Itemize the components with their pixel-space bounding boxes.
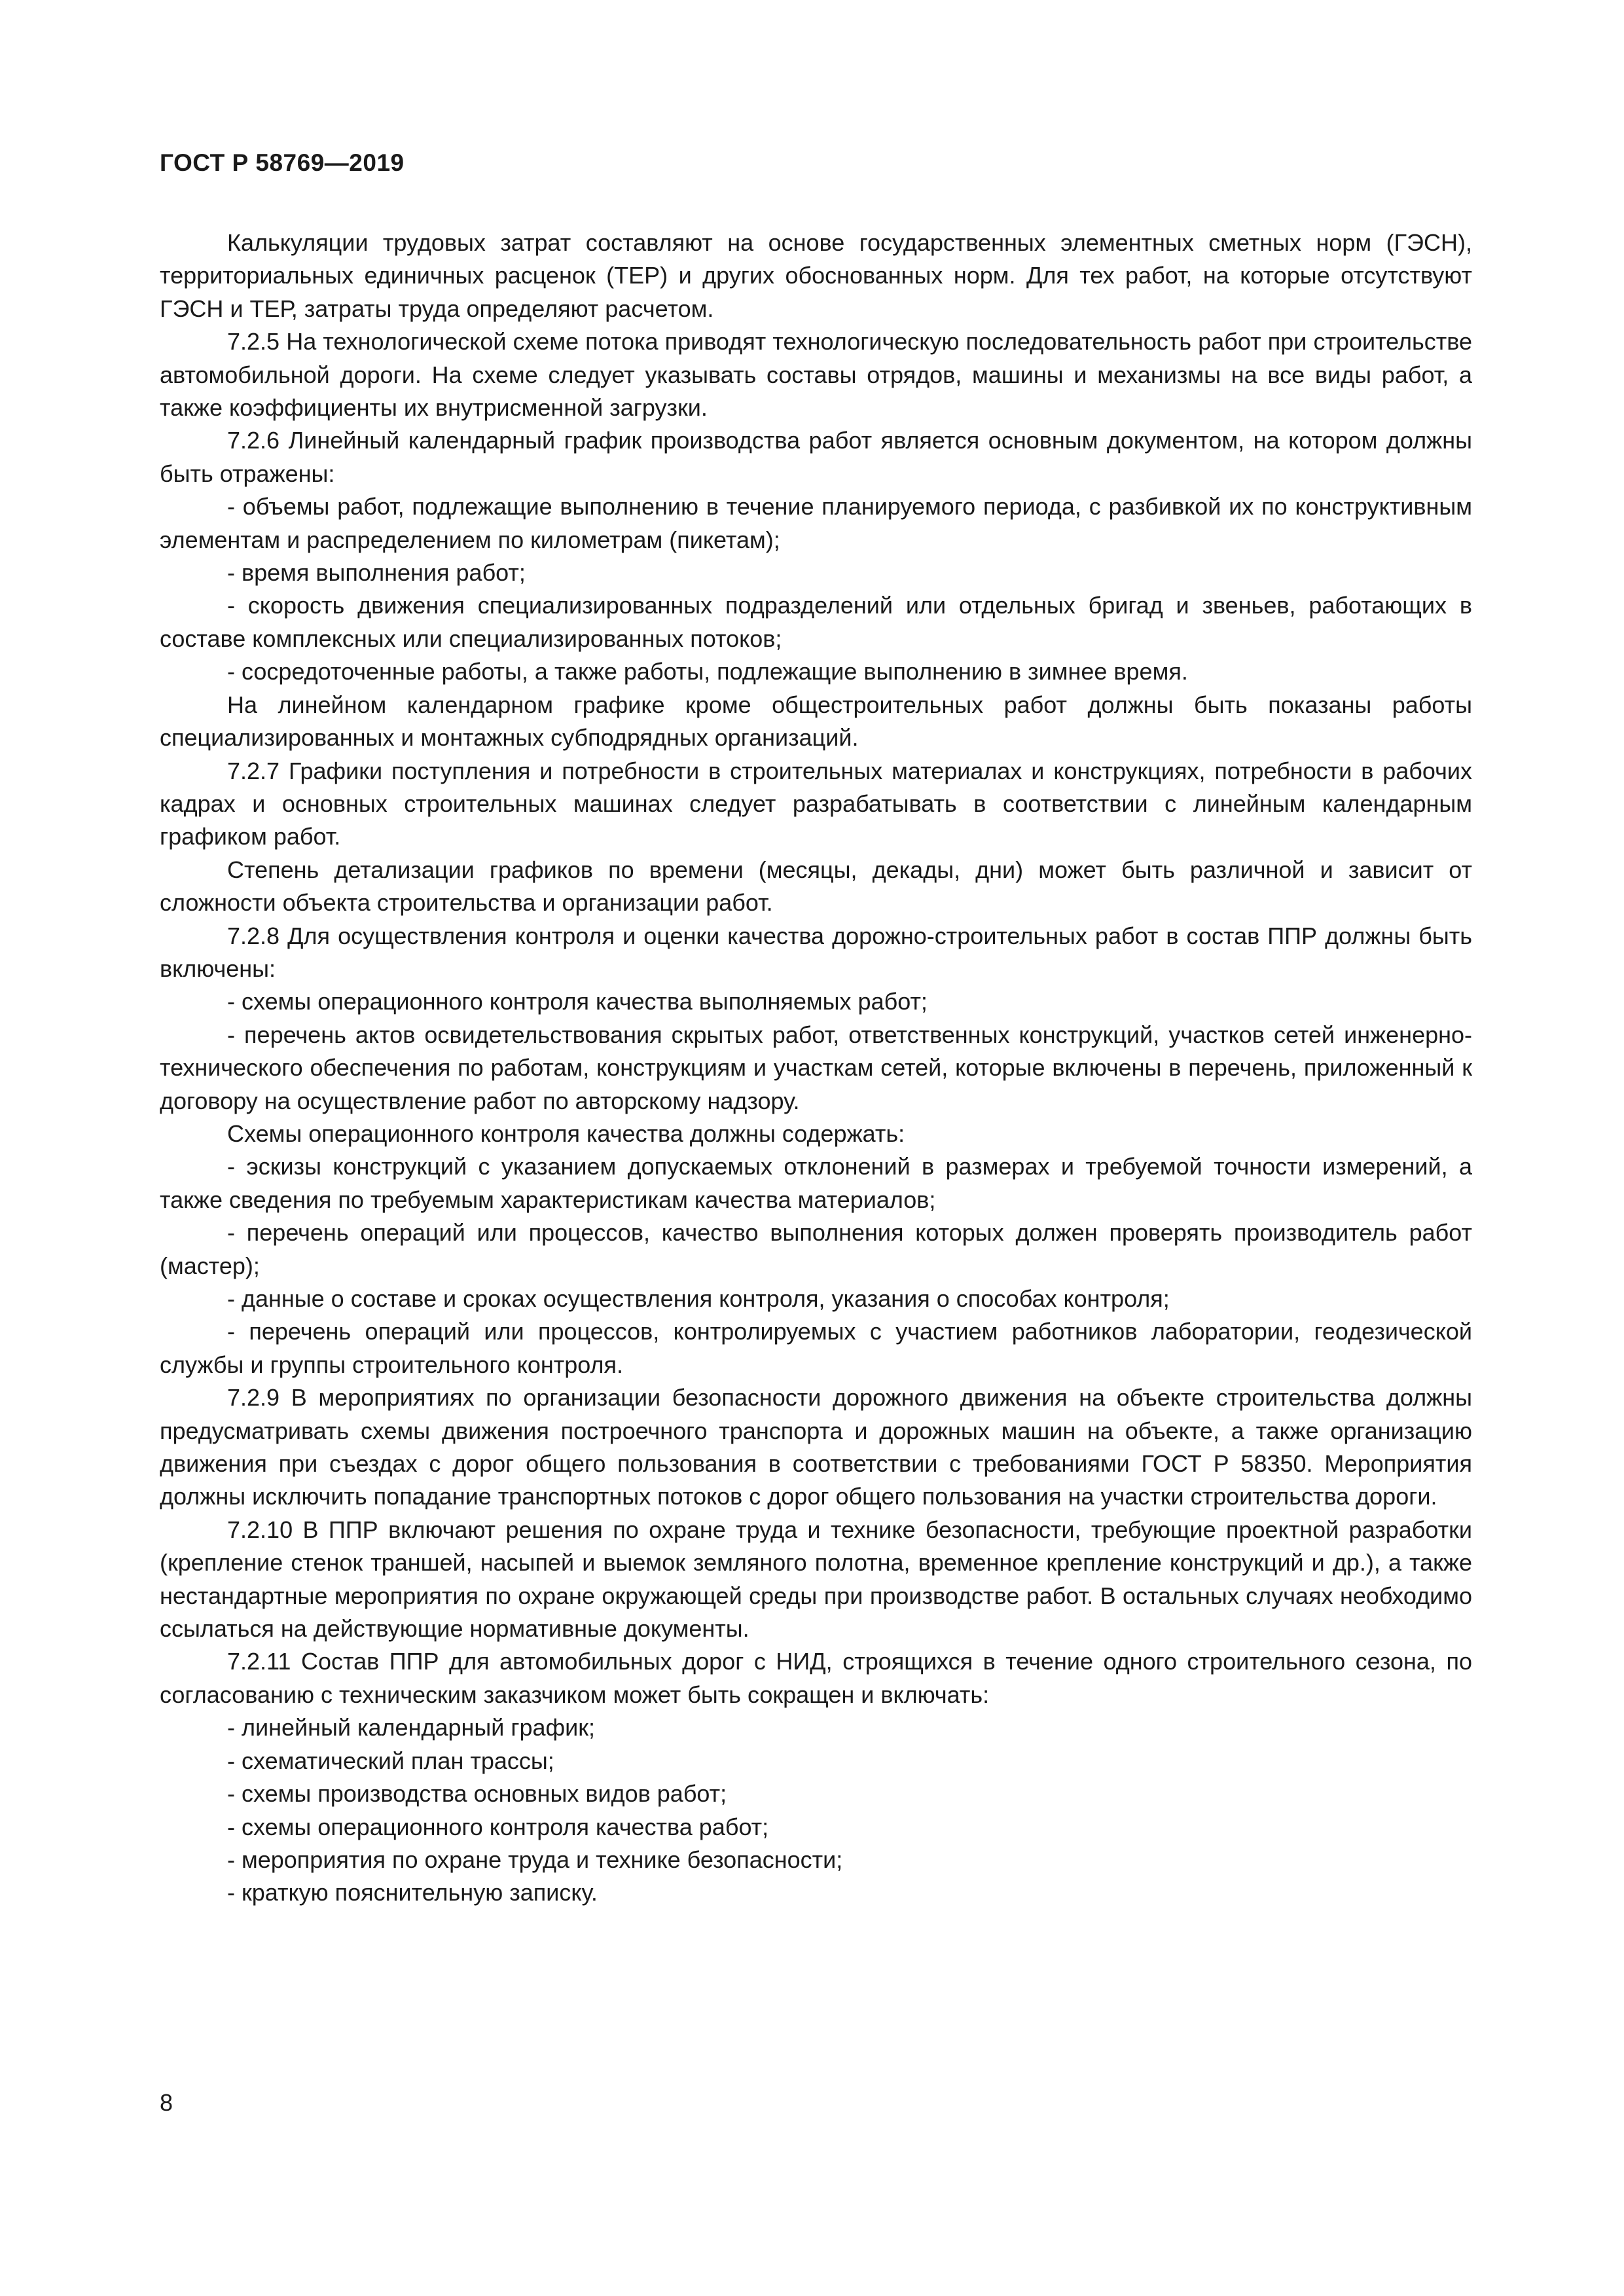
list-item: - линейный календарный график; <box>227 1714 596 1741</box>
paragraph: 7.2.10 В ППР включают решения по охране труда и технике безопасности, требующие проектной разработки (крепление стенок траншей, насыпей и выемок земляного полотна, временное крепление конструкций и др.), а также нестандартные мероприятия по охране окружающей среды при производстве работ. В остальных случаях необходимо ссылаться на действующие нормативные документы. <box>160 1516 1472 1643</box>
list-item: - объемы работ, подлежащие выполнению в течение планируемого периода, с разбивкой их по конструктивным элементам и распределением по километрам (пикетам); <box>160 493 1472 553</box>
paragraph: 7.2.7 Графики поступления и потребности в строительных материалах и конструкциях, потребности в рабочих кадрах и основных строительных машинах следует разрабатывать в соответствии с линейным календарным графиком работ. <box>160 757 1472 850</box>
list-item: - эскизы конструкций с указанием допускаемых отклонений в размерах и требуемой точности измерений, а также сведения по требуемым характеристикам качества материалов; <box>160 1153 1472 1213</box>
paragraph: Калькуляции трудовых затрат составляют на основе государственных элементных сметных норм (ГЭСН), территориальных единичных расценок (ТЕР) и других обоснованных норм. Для тех работ, на которые отсутствуют ГЭСН и ТЕР, затраты труда определяют расчетом. <box>160 229 1472 322</box>
paragraph: Степень детализации графиков по времени (месяцы, декады, дни) может быть различной и зависит от сложности объекта строительства и организации работ. <box>160 856 1472 917</box>
paragraph: 7.2.5 На технологической схеме потока приводят технологическую последовательность работ при строительстве автомобильной дороги. На схеме следует указывать составы отрядов, машины и механизмы на все виды работ, а также коэффициенты их внутрисменной загрузки. <box>160 328 1472 422</box>
list-item: - схематический план трассы; <box>227 1747 554 1774</box>
list-item: - скорость движения специализированных подразделений или отдельных бригад и звеньев, работающих в составе комплексных или специализированных потоков; <box>160 592 1472 652</box>
document-body <box>160 227 1472 1910</box>
page-number: 8 <box>160 2089 173 2116</box>
list-item: - сосредоточенные работы, а также работы, подлежащие выполнению в зимнее время. <box>227 658 1188 685</box>
list-item: - перечень операций или процессов, качество выполнения которых должен проверять производитель работ (мастер); <box>160 1219 1472 1279</box>
list-item: - схемы операционного контроля качества работ; <box>227 1813 769 1840</box>
paragraph: 7.2.11 Состав ППР для автомобильных дорог с НИД, строящихся в течение одного строительного сезона, по согласованию с техническим заказчиком может быть сокращен и включать: <box>160 1648 1472 1708</box>
paragraph: 7.2.6 Линейный календарный график производства работ является основным документом, на котором должны быть отражены: <box>160 427 1472 487</box>
list-item: - перечень операций или процессов, контролируемых с участием работников лаборатории, геодезической службы и группы строительного контроля. <box>160 1318 1472 1378</box>
list-item: - время выполнения работ; <box>227 559 526 587</box>
paragraph: Схемы операционного контроля качества должны содержать: <box>227 1120 905 1147</box>
list-item: - схемы операционного контроля качества выполняемых работ; <box>227 988 928 1015</box>
list-item: - перечень актов освидетельствования скрытых работ, ответственных конструкций, участков сетей инженерно-технического обеспечения по работам, конструкциям и участкам сетей, которые включены в перечень, приложенный к договору на осуществление работ по авторскому надзору. <box>160 1021 1472 1114</box>
list-item: - данные о составе и сроках осуществления контроля, указания о способах контроля; <box>227 1285 1170 1312</box>
list-item: - мероприятия по охране труда и технике безопасности; <box>227 1846 843 1873</box>
paragraph: На линейном календарном графике кроме общестроительных работ должны быть показаны работы специализированных и монтажных субподрядных организаций. <box>160 691 1472 752</box>
paragraph: 7.2.8 Для осуществления контроля и оценки качества дорожно-строительных работ в состав ППР должны быть включены: <box>160 922 1472 982</box>
paragraph: 7.2.9 В мероприятиях по организации безопасности дорожного движения на объекте строительства должны предусматривать схемы движения построечного транспорта и дорожных машин на объекте, а также организацию движения при съездах с дорог общего пользования в соответствии с требованиями ГОСТ Р 58350. Мероприятия должны исключить попадание транспортных потоков с дорог общего пользования на участки строительства дороги. <box>160 1384 1472 1510</box>
list-item: - схемы производства основных видов работ; <box>227 1780 727 1808</box>
document-code-header: ГОСТ Р 58769—2019 <box>160 149 405 176</box>
list-item: - краткую пояснительную записку. <box>227 1879 598 1906</box>
